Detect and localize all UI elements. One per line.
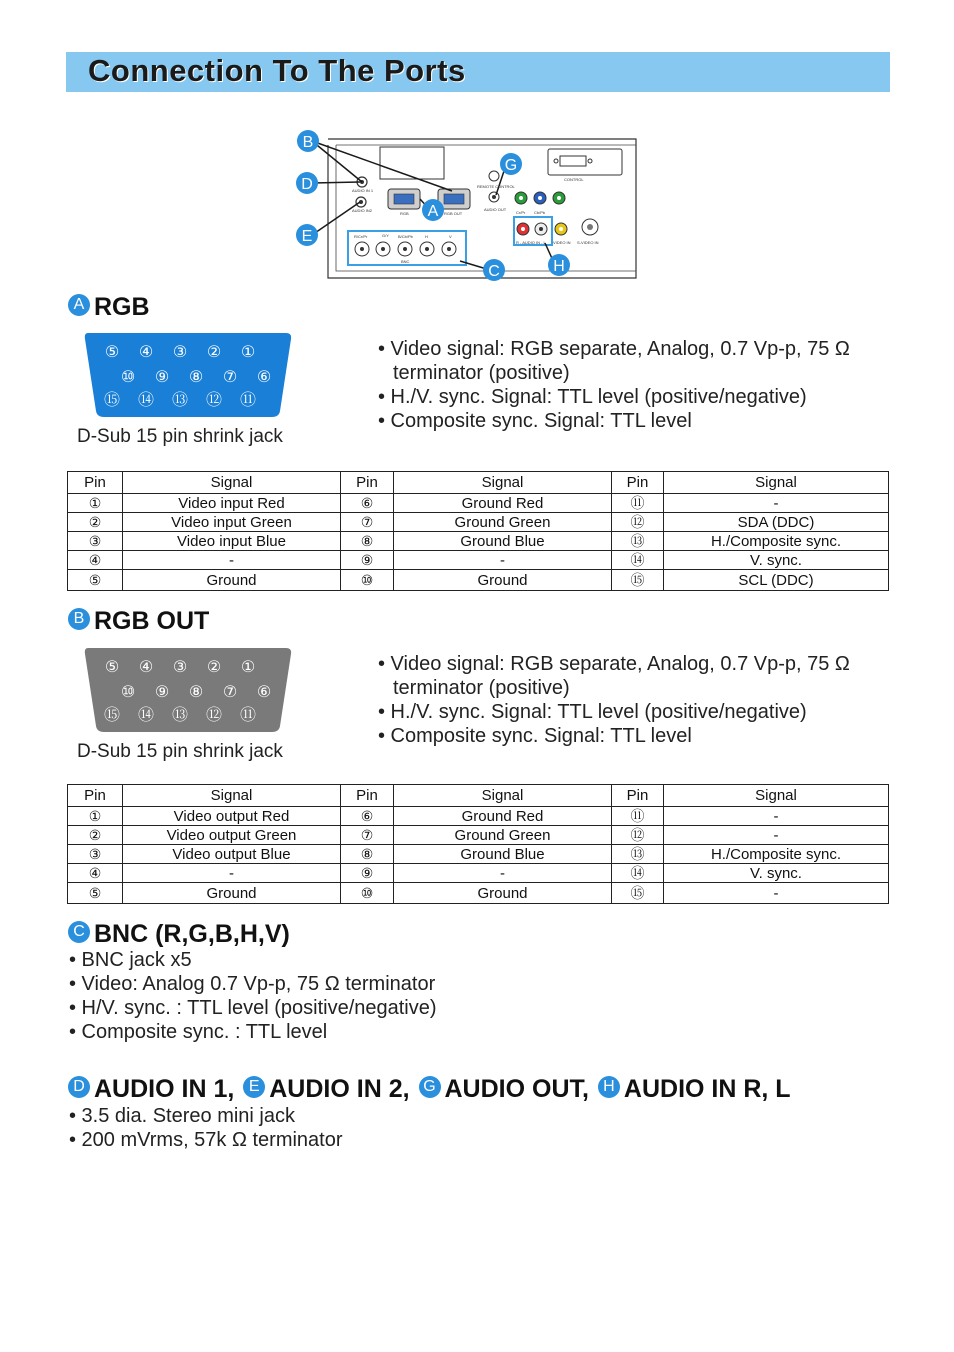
bullet-continued: terminator (positive) (393, 362, 570, 384)
audio-heading (68, 1075, 791, 1104)
table-cell: ④ (68, 551, 123, 570)
pin-label: ⑥ (256, 682, 272, 701)
pin-label: ⑦ (222, 367, 238, 386)
table-cell: V. sync. (664, 864, 889, 883)
table-header: Pin (341, 785, 394, 807)
table-cell: Ground Blue (394, 845, 612, 864)
section-badge-g: G (419, 1076, 441, 1098)
panel-label: V (449, 234, 452, 239)
table-cell: - (123, 864, 341, 883)
panel-label: R/Cr/Pr (354, 234, 368, 239)
pin-label: ⑤ (104, 342, 120, 361)
panel-label: AUDIO IN 1 (352, 188, 374, 193)
rgb-out-connector-caption: D-Sub 15 pin shrink jack (77, 741, 283, 762)
table-cell: Video input Red (123, 494, 341, 513)
table-cell: ⑥ (341, 494, 394, 513)
pin-label: ⑨ (154, 682, 170, 701)
table-cell: H./Composite sync. (664, 532, 889, 551)
audio-heading-part: AUDIO IN R, L (623, 1075, 791, 1103)
bullet-continued: terminator (positive) (393, 677, 570, 699)
panel-label: Cb/Pb (534, 210, 546, 215)
callout-e: E (301, 228, 313, 245)
table-row (68, 826, 889, 845)
bullet: • H./V. sync. Signal: TTL level (positive/negative) (378, 386, 807, 408)
rgb-heading-text: RGB (94, 293, 150, 321)
table-row (68, 513, 889, 532)
table-cell: Ground Green (394, 826, 612, 845)
panel-label: R - AUDIO IN - L (516, 240, 546, 245)
pin-label: ⑩ (120, 367, 136, 386)
pin-label: ② (206, 342, 222, 361)
table-cell: SDA (DDC) (664, 513, 889, 532)
pin-label: ④ (138, 342, 154, 361)
table-cell: ⑦ (341, 513, 394, 532)
table-cell: ③ (68, 532, 123, 551)
pin-label: ⑩ (120, 682, 136, 701)
table-cell: ⑮ (612, 570, 664, 591)
table-cell: ⑥ (341, 807, 394, 826)
table-cell: ⑪ (612, 807, 664, 826)
table-cell: - (664, 807, 889, 826)
table-cell: ⑩ (341, 570, 394, 591)
table-header: Signal (394, 785, 612, 807)
pin-label: ⑥ (256, 367, 272, 386)
table-cell: - (664, 494, 889, 513)
panel-label: VIDEO IN (553, 240, 571, 245)
table-cell: Ground (394, 883, 612, 904)
table-cell: Ground (123, 570, 341, 591)
table-cell: ⑧ (341, 845, 394, 864)
rgb-connector-caption: D-Sub 15 pin shrink jack (77, 426, 283, 447)
panel-label: CONTROL (564, 177, 584, 182)
table-cell: Ground Blue (394, 532, 612, 551)
table-cell: Video input Green (123, 513, 341, 532)
table-cell: ① (68, 494, 123, 513)
table-cell: ⑪ (612, 494, 664, 513)
panel-label: BNC (401, 259, 410, 264)
callout-c: C (488, 263, 500, 280)
table-header-row (68, 785, 889, 807)
table-cell: SCL (DDC) (664, 570, 889, 591)
table-cell: Ground (123, 883, 341, 904)
table-cell: Ground Red (394, 807, 612, 826)
table-cell: ⑧ (341, 532, 394, 551)
panel-label: H (425, 234, 428, 239)
table-cell: ③ (68, 845, 123, 864)
pin-label: ⑤ (104, 657, 120, 676)
table-cell: - (664, 883, 889, 904)
pin-label: ⑭ (137, 390, 155, 409)
table-cell: ⑨ (341, 864, 394, 883)
pin-label: ⑮ (103, 705, 121, 724)
table-cell: ② (68, 826, 123, 845)
pin-label: ⑬ (171, 390, 189, 409)
table-cell: ④ (68, 864, 123, 883)
section-badge-a: A (68, 294, 90, 316)
bnc-heading (68, 920, 290, 949)
callout-b: B (302, 134, 314, 151)
table-cell: - (664, 826, 889, 845)
section-badge-c: C (68, 921, 90, 943)
table-cell: V. sync. (664, 551, 889, 570)
panel-label: Cr/Pr (516, 210, 526, 215)
callout-h: H (553, 258, 565, 275)
pin-label: ⑧ (188, 367, 204, 386)
rgb-out-bullets (378, 652, 898, 748)
callout-g: G (504, 157, 518, 174)
table-row (68, 883, 889, 904)
table-cell: ⑨ (341, 551, 394, 570)
table-cell: Video output Red (123, 807, 341, 826)
table-cell: Video output Green (123, 826, 341, 845)
bnc-heading-text: BNC (R,G,B,H,V) (94, 920, 290, 948)
audio-heading-part: AUDIO IN 2, (269, 1075, 410, 1103)
table-row (68, 807, 889, 826)
table-cell: Video input Blue (123, 532, 341, 551)
rgb-bullets (378, 337, 898, 433)
audio-heading-part: AUDIO IN 1, (94, 1075, 235, 1103)
table-row (68, 864, 889, 883)
pin-label: ⑪ (239, 705, 257, 724)
table-cell: ⑤ (68, 570, 123, 591)
table-cell: Ground Red (394, 494, 612, 513)
pin-label: ⑧ (188, 682, 204, 701)
pin-label: ④ (138, 657, 154, 676)
table-cell: Video output Blue (123, 845, 341, 864)
table-header: Pin (612, 785, 664, 807)
panel-label: REMOTE CONTROL (477, 184, 515, 189)
pin-label: ⑨ (154, 367, 170, 386)
panel-label: AUDIO OUT (484, 207, 507, 212)
pin-label: ⑮ (103, 390, 121, 409)
table-cell: ⑤ (68, 883, 123, 904)
table-cell: - (394, 551, 612, 570)
table-header: Signal (123, 785, 341, 807)
table-cell: H./Composite sync. (664, 845, 889, 864)
pin-label: ⑫ (205, 390, 223, 409)
table-row (68, 570, 889, 591)
rear-panel-diagram (290, 125, 650, 285)
bullet: • Composite sync. : TTL level (69, 1021, 328, 1043)
table-header: Pin (68, 785, 123, 807)
panel-label: G/Y (382, 233, 389, 238)
table-header: Signal (123, 472, 341, 494)
rgb-pin-table (67, 471, 889, 591)
page-title: Connection To The Ports (88, 53, 466, 88)
table-header: Signal (664, 785, 889, 807)
panel-label: B/Cb/Pb (398, 234, 413, 239)
section-badge-e: E (243, 1076, 265, 1098)
table-row (68, 532, 889, 551)
table-cell: ⑩ (341, 883, 394, 904)
pin-label: ⑬ (171, 705, 189, 724)
table-cell: Ground Green (394, 513, 612, 532)
section-badge-h: H (598, 1076, 620, 1098)
pin-label: ① (240, 342, 256, 361)
table-header: Pin (341, 472, 394, 494)
table-header: Pin (68, 472, 123, 494)
table-cell: - (123, 551, 341, 570)
section-badge-d: D (68, 1076, 90, 1098)
pin-label: ⑪ (239, 390, 257, 409)
bullet: • Video signal: RGB separate, Analog, 0.7 Vp-p, 75 Ω (378, 653, 850, 675)
rgb-out-pin-table (67, 784, 889, 904)
callout-a: A (427, 203, 439, 220)
table-row (68, 494, 889, 513)
table-header: Signal (394, 472, 612, 494)
bullet: • H./V. sync. Signal: TTL level (positive/negative) (378, 701, 807, 723)
table-cell: ① (68, 807, 123, 826)
bullet: • Video signal: RGB separate, Analog, 0.7 Vp-p, 75 Ω (378, 338, 850, 360)
table-header: Pin (612, 472, 664, 494)
pin-label: ③ (172, 657, 188, 676)
table-cell: ⑭ (612, 551, 664, 570)
bullet: • Composite sync. Signal: TTL level (378, 410, 692, 432)
table-cell: Ground (394, 570, 612, 591)
bnc-bullets (69, 948, 669, 1044)
table-cell: ⑭ (612, 864, 664, 883)
audio-bullets (69, 1104, 669, 1152)
bullet: • BNC jack x5 (69, 949, 192, 971)
pin-label: ⑭ (137, 705, 155, 724)
bullet: • 3.5 dia. Stereo mini jack (69, 1105, 295, 1127)
bullet: • Video: Analog 0.7 Vp-p, 75 Ω terminator (69, 973, 436, 995)
pin-label: ② (206, 657, 222, 676)
panel-label: RGB (400, 211, 409, 216)
callout-d: D (301, 176, 313, 193)
pin-label: ⑫ (205, 705, 223, 724)
table-row (68, 845, 889, 864)
rgb-out-heading-text: RGB OUT (94, 607, 210, 635)
rgb-out-heading (68, 607, 209, 636)
rgb-connector (82, 331, 294, 419)
rgb-heading (68, 293, 150, 322)
panel-label: AUDIO IN2 (352, 208, 373, 213)
table-header-row (68, 472, 889, 494)
pin-label: ⑦ (222, 682, 238, 701)
table-cell: ⑮ (612, 883, 664, 904)
panel-label: RGB OUT (444, 211, 463, 216)
pin-label: ③ (172, 342, 188, 361)
table-cell: ⑫ (612, 826, 664, 845)
table-header: Signal (664, 472, 889, 494)
table-cell: ⑬ (612, 532, 664, 551)
bullet: • H/V. sync. : TTL level (positive/negative) (69, 997, 437, 1019)
bullet: • Composite sync. Signal: TTL level (378, 725, 692, 747)
rgb-out-connector (82, 646, 294, 734)
audio-heading-part: AUDIO OUT, (444, 1075, 589, 1103)
table-cell: - (394, 864, 612, 883)
table-cell: ② (68, 513, 123, 532)
table-cell: ⑦ (341, 826, 394, 845)
table-cell: ⑬ (612, 845, 664, 864)
panel-label: S-VIDEO IN (577, 240, 599, 245)
table-cell: ⑫ (612, 513, 664, 532)
title-bar (66, 52, 890, 92)
section-badge-b: B (68, 608, 90, 630)
table-row (68, 551, 889, 570)
bullet: • 200 mVrms, 57k Ω terminator (69, 1129, 343, 1151)
pin-label: ① (240, 657, 256, 676)
